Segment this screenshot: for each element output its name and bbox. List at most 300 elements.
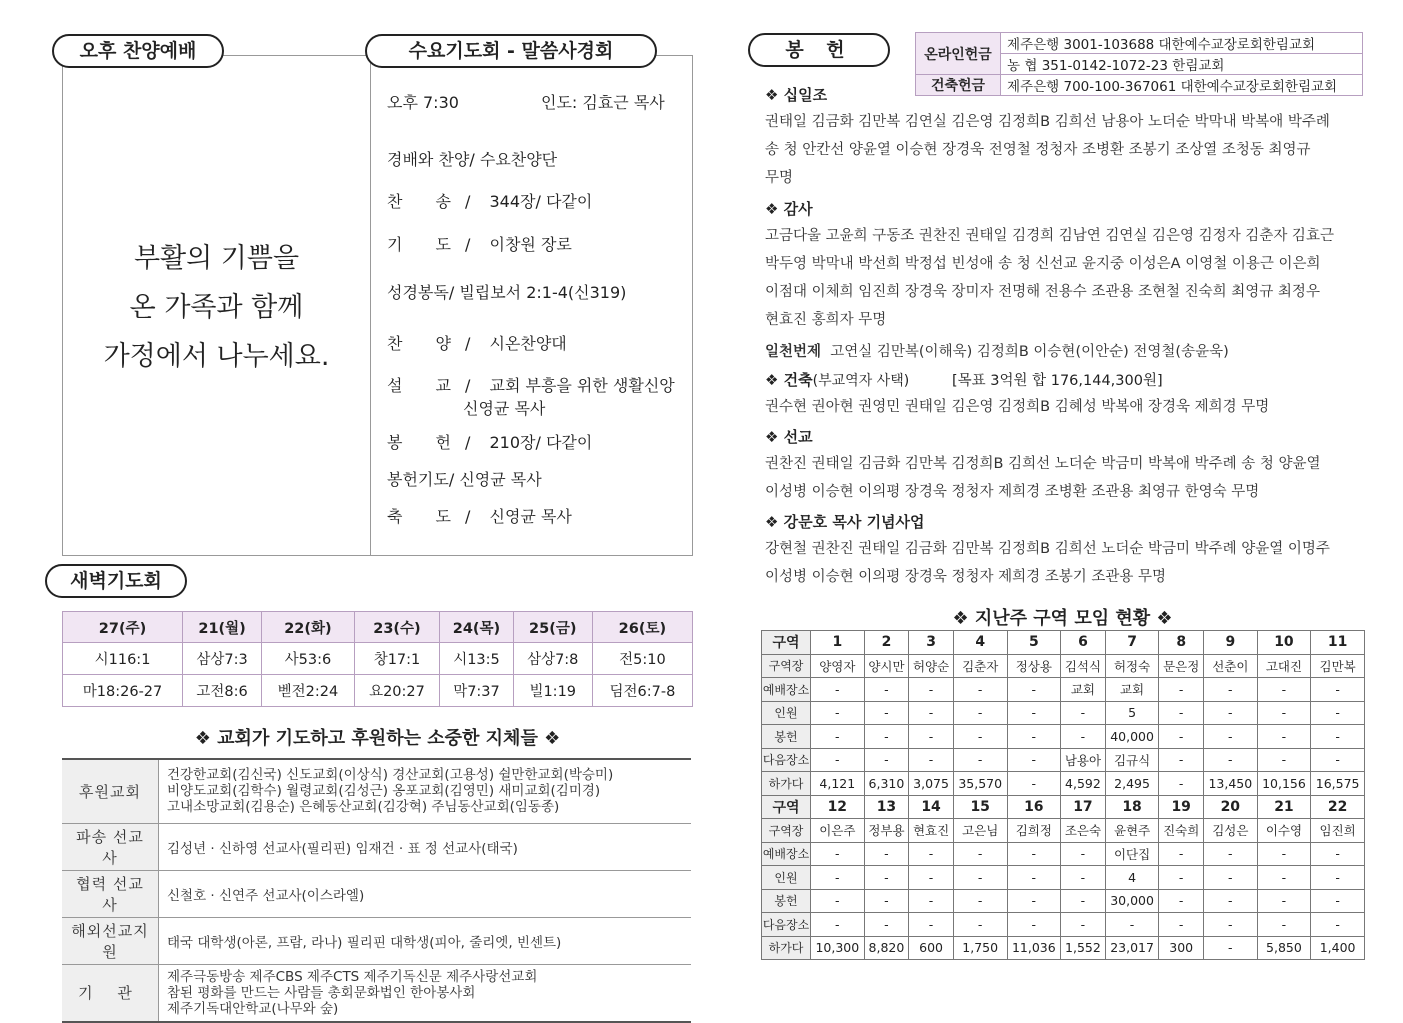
district-cell: - <box>1007 772 1061 796</box>
memorial-names <box>765 535 1365 591</box>
district-cell: - <box>1061 725 1106 749</box>
district-cell: - <box>1159 913 1204 937</box>
district-cell: - <box>811 725 865 749</box>
district-cell: - <box>811 866 865 890</box>
district-cell: - <box>1204 889 1258 913</box>
mission-title: ❖ 선교 <box>765 428 813 446</box>
district-row <box>762 701 1365 725</box>
district-cell: - <box>1257 725 1311 749</box>
name-line: 권태일 김금화 김만복 김연실 김은영 김정희B 김희선 남용아 노더순 박막내 박복애 박주례 <box>765 114 1330 130</box>
building-names <box>765 393 1365 421</box>
district-cell: - <box>1311 701 1365 725</box>
district-cell: 4,121 <box>811 772 865 796</box>
district-cell: 21 <box>1257 795 1311 819</box>
order-label: 기 도/ <box>387 235 485 254</box>
order-row <box>387 147 557 170</box>
district-cell: 문은정 <box>1159 654 1204 678</box>
support-value: 신철호 · 신연주 선교사(이스라엘) <box>159 870 692 917</box>
district-cell: - <box>1204 701 1258 725</box>
district-cell: 7 <box>1105 631 1159 655</box>
district-row-label: 구역장 <box>762 819 811 843</box>
district-cell: 4 <box>1105 866 1159 890</box>
district-cell: - <box>1257 866 1311 890</box>
support-line: 제주극동방송 제주CBS 제주CTS 제주기독신문 제주사랑선교회 <box>167 968 538 985</box>
order-label: 봉헌기도/ <box>387 470 455 489</box>
district-cell: - <box>1061 842 1106 866</box>
district-cell: 허정숙 <box>1105 654 1159 678</box>
verse-cell: 사53:6 <box>262 643 355 675</box>
district-cell: - <box>1204 725 1258 749</box>
order-row <box>387 189 592 212</box>
district-row <box>762 631 1365 655</box>
offering-title: 봉 헌 <box>748 33 890 67</box>
district-cell: - <box>1204 866 1258 890</box>
memorial-title: ❖ 강문호 목사 기념사업 <box>765 513 925 531</box>
order-value: 빌립보서 2:1-4(신319) <box>459 283 627 302</box>
district-row <box>762 842 1365 866</box>
building-goal: [목표 3억원 합 176,144,300원] <box>951 373 1163 389</box>
order-value: 신영균 목사 <box>463 399 546 418</box>
district-cell: 10 <box>1257 631 1311 655</box>
dawn-title: 새벽기도회 <box>45 564 187 598</box>
district-cell: 고대진 <box>1257 654 1311 678</box>
district-row <box>762 748 1365 772</box>
district-title: ❖ 지난주 구역 모임 현황 ❖ <box>952 608 1173 629</box>
district-cell: 김춘자 <box>953 654 1007 678</box>
district-cell: 13,450 <box>1204 772 1258 796</box>
thanks-title: ❖ 감사 <box>765 200 813 218</box>
district-cell: 6 <box>1061 631 1106 655</box>
district-cell: 35,570 <box>953 772 1007 796</box>
district-cell: 정상용 <box>1007 654 1061 678</box>
district-cell: - <box>1159 889 1204 913</box>
district-cell: - <box>909 866 954 890</box>
district-cell: - <box>864 748 909 772</box>
name-line: 이성병 이승현 이의평 장경욱 정청자 제희경 조병환 조관용 최영규 한영숙 무명 <box>765 484 1260 500</box>
district-table <box>761 630 1365 960</box>
district-cell: 6,310 <box>864 772 909 796</box>
district-cell: - <box>1257 889 1311 913</box>
district-cell: - <box>864 889 909 913</box>
day-cell: 23(수) <box>354 612 440 643</box>
district-cell: - <box>1204 678 1258 702</box>
district-cell: - <box>1061 913 1106 937</box>
district-row-label: 봉헌 <box>762 889 811 913</box>
support-key: 협력 선교사 <box>62 870 159 917</box>
dawn-verse-row <box>63 675 693 707</box>
verse-cell: 마18:26-27 <box>63 675 183 707</box>
wednesday-time: 오후 7:30 <box>387 93 459 112</box>
district-cell: 양영자 <box>811 654 865 678</box>
order-row <box>387 430 592 453</box>
verse-cell: 창17:1 <box>354 643 440 675</box>
district-cell: - <box>864 701 909 725</box>
district-cell: - <box>909 748 954 772</box>
name-line: 송 청 안칸선 양윤열 이승현 장경욱 전영철 정청자 조병환 조봉기 조상열 조청동 최영규 <box>765 142 1311 158</box>
support-title: ❖ 교회가 기도하고 후원하는 소중한 지체들 ❖ <box>194 728 561 749</box>
district-cell: 5 <box>1007 631 1061 655</box>
district-cell: - <box>1311 913 1365 937</box>
district-row-label: 봉헌 <box>762 725 811 749</box>
district-cell: - <box>1311 748 1365 772</box>
district-cell: 이은주 <box>811 819 865 843</box>
ilcheon-names: 고연실 김만복(이해욱) 김정희B 이승현(이안순) 전영철(송윤욱) <box>830 344 1229 360</box>
district-cell: 10,156 <box>1257 772 1311 796</box>
order-value: 수요찬양단 <box>479 150 558 169</box>
district-cell: - <box>953 913 1007 937</box>
support-row <box>62 759 691 823</box>
district-cell: - <box>1204 842 1258 866</box>
tithe-title: ❖ 십일조 <box>765 86 828 104</box>
district-cell: 교회 <box>1105 678 1159 702</box>
district-cell: 2 <box>864 631 909 655</box>
verse-cell: 전5:10 <box>592 643 692 675</box>
district-row <box>762 819 1365 843</box>
district-cell: 3 <box>909 631 954 655</box>
district-cell: - <box>1007 701 1061 725</box>
district-cell: - <box>1007 678 1061 702</box>
account-row <box>916 75 1363 96</box>
district-row <box>762 889 1365 913</box>
building-line: 제주은행 700-100-367061 대한예수교장로회한림교회 <box>1001 75 1363 96</box>
verse-cell: 딤전6:7-8 <box>592 675 692 707</box>
district-cell: - <box>1257 701 1311 725</box>
district-cell: 8,820 <box>864 936 909 960</box>
building-sub: (부교역자 사택) <box>812 373 910 389</box>
district-cell: 5 <box>1105 701 1159 725</box>
district-row-label: 다음장소 <box>762 913 811 937</box>
district-cell: - <box>1007 842 1061 866</box>
support-key: 해외선교지원 <box>62 917 159 964</box>
verse-cell: 삼상7:8 <box>513 643 592 675</box>
support-key: 기 관 <box>62 964 159 1022</box>
message-line: 온 가족과 함께 <box>129 292 304 323</box>
verse-cell: 고전8:6 <box>183 675 262 707</box>
district-cell: - <box>811 889 865 913</box>
order-label: 봉 헌/ <box>387 433 485 452</box>
order-value: 신영균 목사 <box>489 507 572 526</box>
district-cell: 20 <box>1204 795 1258 819</box>
order-value: 신영균 목사 <box>459 470 542 489</box>
name-line: 강현철 권찬진 권태일 김금화 김만복 김정희B 김희선 노더순 박금미 박주례 양윤열 이명주 <box>765 541 1330 557</box>
district-cell: - <box>1257 678 1311 702</box>
district-cell: 김만복 <box>1311 654 1365 678</box>
name-line: 무명 <box>765 170 794 186</box>
order-row <box>387 331 567 354</box>
district-cell: 2,495 <box>1105 772 1159 796</box>
district-cell: - <box>811 842 865 866</box>
order-row <box>463 396 545 419</box>
district-cell: 윤현주 <box>1105 819 1159 843</box>
district-row <box>762 725 1365 749</box>
support-line: 제주기독대안학교(나무와 숲) <box>167 1000 339 1017</box>
district-cell: - <box>1159 701 1204 725</box>
district-cell: 22 <box>1311 795 1365 819</box>
name-line: 이점대 이체희 임진희 장경욱 장미자 전명해 전용수 조관용 조현철 진숙희 최영규 최정우 <box>765 284 1320 300</box>
mission-names <box>765 450 1365 506</box>
district-cell: - <box>1007 748 1061 772</box>
district-cell: - <box>864 842 909 866</box>
district-cell: 교회 <box>1061 678 1106 702</box>
district-cell: 8 <box>1159 631 1204 655</box>
district-row-label: 구역 <box>762 631 811 655</box>
district-cell: 남용아 <box>1061 748 1106 772</box>
district-row-label: 인원 <box>762 701 811 725</box>
support-value <box>159 759 692 823</box>
ilcheon-row <box>765 340 1229 361</box>
district-cell: 1 <box>811 631 865 655</box>
district-cell: 300 <box>1159 936 1204 960</box>
district-cell: - <box>909 889 954 913</box>
district-cell: 이수영 <box>1257 819 1311 843</box>
district-cell: 23,017 <box>1105 936 1159 960</box>
name-line: 권수현 권아현 권영민 권태일 김은영 김정희B 김혜성 박복애 장경욱 제희경 무명 <box>765 399 1270 415</box>
building-label: 건축헌금 <box>916 75 1001 96</box>
day-cell: 24(목) <box>440 612 513 643</box>
support-line: 비양도교회(김학수) 월령교회(김성근) 옹포교회(김영민) 새미교회(김미경) <box>167 783 601 800</box>
district-cell: 조은숙 <box>1061 819 1106 843</box>
district-cell: - <box>1105 913 1159 937</box>
district-cell: - <box>909 678 954 702</box>
district-cell: - <box>1061 701 1106 725</box>
district-cell: - <box>909 701 954 725</box>
support-value <box>159 964 692 1022</box>
name-line: 현효진 홍희자 무명 <box>765 312 887 328</box>
district-cell: 3,075 <box>909 772 954 796</box>
district-row-label: 예배장소 <box>762 678 811 702</box>
building-header <box>765 369 1163 390</box>
order-row <box>387 232 572 255</box>
district-cell: - <box>811 913 865 937</box>
district-row-label: 인원 <box>762 866 811 890</box>
afternoon-message <box>62 234 371 381</box>
ilcheon-label: 일천번제 <box>765 344 822 360</box>
district-cell: - <box>811 748 865 772</box>
district-cell: 19 <box>1159 795 1204 819</box>
district-cell: 임진희 <box>1311 819 1365 843</box>
district-cell: 600 <box>909 936 954 960</box>
district-cell: 허양순 <box>909 654 954 678</box>
district-row-label: 구역장 <box>762 654 811 678</box>
district-cell: 김규식 <box>1105 748 1159 772</box>
support-line: 건강한교회(김신국) 신도교회(이상식) 경산교회(고용성) 쉴만한교회(박승미) <box>167 767 614 784</box>
district-row <box>762 936 1365 960</box>
dawn-verse-row <box>63 643 693 675</box>
order-value: 교회 부흥을 위한 생활신앙 <box>489 376 675 395</box>
district-cell: - <box>1257 748 1311 772</box>
support-line: 고내소망교회(김용순) 은혜동산교회(김강혁) 주님동산교회(임동종) <box>167 799 560 816</box>
district-cell: 16,575 <box>1311 772 1365 796</box>
order-row <box>387 504 572 527</box>
order-label: 찬 송/ <box>387 192 485 211</box>
district-cell: 고은님 <box>953 819 1007 843</box>
district-cell: - <box>864 913 909 937</box>
support-value: 김성년 · 신하영 선교사(필리핀) 임재건 · 표 정 선교사(태국) <box>159 823 692 870</box>
day-cell: 26(토) <box>592 612 692 643</box>
support-row <box>62 964 691 1022</box>
support-key: 파송 선교사 <box>62 823 159 870</box>
district-row-label: 다음장소 <box>762 748 811 772</box>
district-cell: - <box>1159 725 1204 749</box>
district-cell: 40,000 <box>1105 725 1159 749</box>
name-line: 박두영 박막내 박선희 박정섭 빈성애 송 청 신선교 윤지중 이성은A 이영철 이용근 이은희 <box>765 256 1321 272</box>
district-cell: - <box>1311 889 1365 913</box>
support-row <box>62 823 691 870</box>
district-cell: 13 <box>864 795 909 819</box>
district-cell: - <box>1204 748 1258 772</box>
order-label: 경배와 찬양/ <box>387 150 475 169</box>
district-row <box>762 913 1365 937</box>
afternoon-title: 오후 찬양예배 <box>52 34 224 68</box>
district-cell: - <box>953 748 1007 772</box>
district-row-label: 예배장소 <box>762 842 811 866</box>
order-label: 성경봉독/ <box>387 283 455 302</box>
district-cell: 10,300 <box>811 936 865 960</box>
day-cell: 21(월) <box>183 612 262 643</box>
district-cell: 14 <box>909 795 954 819</box>
district-cell: - <box>864 725 909 749</box>
building-title: ❖ 건축 <box>765 371 813 389</box>
order-row <box>387 467 542 490</box>
district-cell: 17 <box>1061 795 1106 819</box>
district-row <box>762 772 1365 796</box>
day-cell: 22(화) <box>262 612 355 643</box>
district-cell: 김성은 <box>1204 819 1258 843</box>
district-cell: 11 <box>1311 631 1365 655</box>
district-cell: 정부용 <box>864 819 909 843</box>
order-value: 이창원 장로 <box>489 235 572 254</box>
name-line: 이성병 이승현 이의평 장경욱 정청자 제희경 조봉기 조관용 무명 <box>765 569 1167 585</box>
account-table <box>915 32 1363 96</box>
district-row-label: 구역 <box>762 795 811 819</box>
message-line: 부활의 기쁨을 <box>133 243 300 274</box>
district-cell: 4,592 <box>1061 772 1106 796</box>
district-cell: - <box>909 913 954 937</box>
district-cell: 김석식 <box>1061 654 1106 678</box>
order-label: 설 교/ <box>387 376 485 395</box>
day-cell: 27(주) <box>63 612 183 643</box>
district-cell: - <box>864 678 909 702</box>
district-cell: - <box>953 678 1007 702</box>
day-cell: 25(금) <box>513 612 592 643</box>
district-cell: 김희정 <box>1007 819 1061 843</box>
district-cell: 1,750 <box>953 936 1007 960</box>
district-cell: 12 <box>811 795 865 819</box>
district-cell: - <box>1311 842 1365 866</box>
district-cell: - <box>909 725 954 749</box>
support-key: 후원교회 <box>62 759 159 823</box>
district-cell: - <box>864 866 909 890</box>
dawn-days-row <box>63 612 693 643</box>
district-cell: 18 <box>1105 795 1159 819</box>
district-cell: - <box>1159 748 1204 772</box>
verse-cell: 요20:27 <box>354 675 440 707</box>
order-row <box>387 280 626 303</box>
district-row <box>762 678 1365 702</box>
district-cell: - <box>811 678 865 702</box>
verse-cell: 시13:5 <box>440 643 513 675</box>
district-row-label: 하가다 <box>762 936 811 960</box>
name-line: 권찬진 권태일 김금화 김만복 김정희B 김희선 노더순 박금미 박복애 박주례 송 청 양윤열 <box>765 456 1321 472</box>
district-cell: - <box>953 842 1007 866</box>
online-label: 온라인헌금 <box>916 33 1001 75</box>
district-cell: 진숙희 <box>1159 819 1204 843</box>
district-cell: 1,400 <box>1311 936 1365 960</box>
district-cell: - <box>1311 725 1365 749</box>
name-line: 고금다울 고윤희 구동조 권찬진 권태일 김경희 김남연 김연실 김은영 김정자 김춘자 김효근 <box>765 228 1334 244</box>
district-cell: - <box>953 725 1007 749</box>
district-cell: - <box>1204 913 1258 937</box>
verse-cell: 빌1:19 <box>513 675 592 707</box>
verse-cell: 벧전2:24 <box>262 675 355 707</box>
verse-cell: 삼상7:3 <box>183 643 262 675</box>
support-value: 태국 대학생(아론, 프람, 라나) 필리핀 대학생(피아, 줄리엣, 빈센트) <box>159 917 692 964</box>
district-row <box>762 795 1365 819</box>
wednesday-leader: 인도: 김효근 목사 <box>541 93 665 112</box>
district-cell: 11,036 <box>1007 936 1061 960</box>
district-cell: - <box>1311 678 1365 702</box>
district-cell: - <box>1257 913 1311 937</box>
district-cell: - <box>811 701 865 725</box>
district-cell: - <box>1159 842 1204 866</box>
thanks-names <box>765 222 1365 334</box>
district-cell: - <box>1159 772 1204 796</box>
district-cell: - <box>1311 866 1365 890</box>
district-cell: - <box>1007 866 1061 890</box>
district-cell: - <box>909 842 954 866</box>
district-cell: 양시만 <box>864 654 909 678</box>
district-cell: 현효진 <box>909 819 954 843</box>
district-cell: - <box>1204 936 1258 960</box>
order-label: 찬 양/ <box>387 334 485 353</box>
district-cell: - <box>1007 913 1061 937</box>
district-cell: 15 <box>953 795 1007 819</box>
district-cell: - <box>1007 889 1061 913</box>
district-cell: 9 <box>1204 631 1258 655</box>
support-line: 참된 평화를 만드는 사람들 총회문화법인 한아봉사회 <box>167 984 476 1001</box>
district-row <box>762 866 1365 890</box>
district-cell: 1,552 <box>1061 936 1106 960</box>
online-line: 제주은행 3001-103688 대한예수교장로회한림교회 <box>1001 33 1363 54</box>
verse-cell: 시116:1 <box>63 643 183 675</box>
tithe-names <box>765 108 1365 192</box>
account-row <box>916 33 1363 54</box>
support-table <box>62 758 691 1023</box>
district-cell: - <box>1159 678 1204 702</box>
wednesday-title: 수요기도회 - 말씀사경회 <box>365 34 657 68</box>
district-cell: 16 <box>1007 795 1061 819</box>
district-cell: - <box>1257 842 1311 866</box>
message-line: 가정에서 나누세요. <box>103 341 330 372</box>
district-row-label: 하가다 <box>762 772 811 796</box>
dawn-table <box>62 611 693 707</box>
support-row <box>62 870 691 917</box>
order-value: 210장/ 다같이 <box>489 433 593 452</box>
district-cell: 이단집 <box>1105 842 1159 866</box>
district-cell: 선춘이 <box>1204 654 1258 678</box>
district-cell: - <box>1159 866 1204 890</box>
district-cell: - <box>1061 889 1106 913</box>
district-row <box>762 654 1365 678</box>
district-cell: 5,850 <box>1257 936 1311 960</box>
district-cell: - <box>1061 866 1106 890</box>
district-cell: - <box>953 889 1007 913</box>
order-row <box>387 373 675 396</box>
district-cell: - <box>1007 725 1061 749</box>
online-line: 농 협 351-0142-1072-23 한림교회 <box>1001 54 1363 75</box>
order-label: 축 도/ <box>387 507 485 526</box>
district-cell: - <box>953 701 1007 725</box>
